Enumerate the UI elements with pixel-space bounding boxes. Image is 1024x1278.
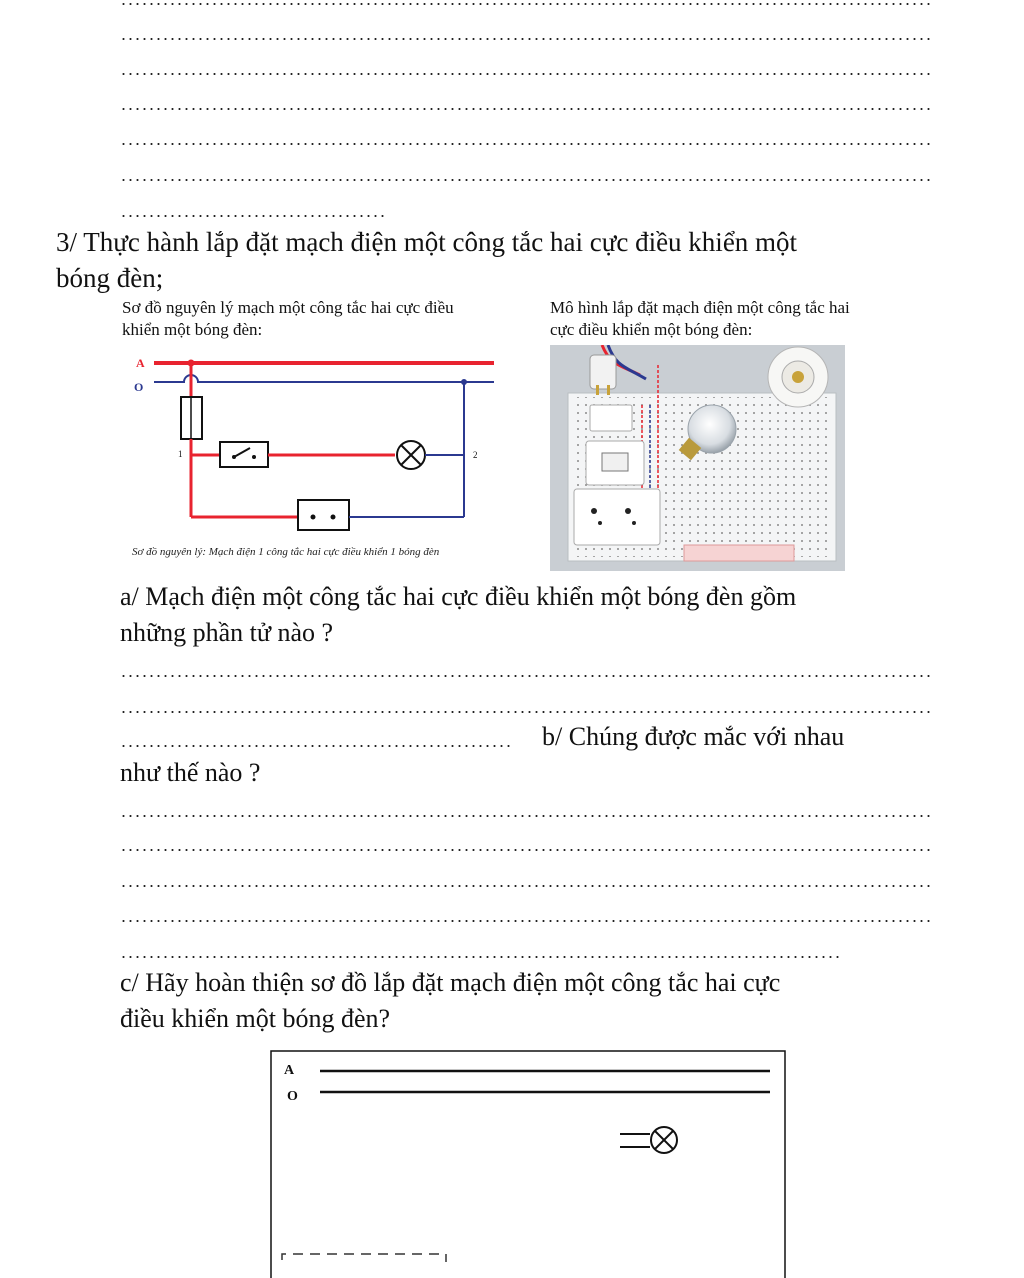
switch-symbol [220, 442, 268, 467]
schematic-heading-line-1: Sơ đồ nguyên lý mạch một công tắc hai cực điều [122, 298, 454, 317]
answer-line [120, 814, 932, 818]
answer-line [120, 744, 510, 748]
node-1: 1 [178, 449, 183, 459]
question-b-line-2: như thế nào ? [120, 758, 261, 787]
answer-line [120, 214, 388, 218]
model-heading-line-2: cực điều khiển một bóng đèn: [550, 320, 753, 339]
model-photo [550, 345, 845, 571]
schematic-diagram [122, 345, 512, 570]
question-a-line-2: những phần tử nào ? [120, 618, 334, 647]
answer-line [120, 72, 932, 76]
section-title [56, 224, 797, 296]
schematic-heading-line-2: khiển một bóng đèn: [122, 320, 263, 339]
question-a [120, 579, 950, 651]
answer-line [120, 107, 932, 111]
answer-line [120, 37, 932, 41]
label-plate [684, 545, 794, 561]
question-c-line-1: c/ Hãy hoàn thiện sơ đồ lắp đặt mạch điện một công tắc hai cực [120, 968, 781, 997]
diagram-frame [271, 1051, 785, 1278]
question-a-line-1: a/ Mạch điện một công tắc hai cực điều khiển một bóng đèn gồm [120, 582, 797, 611]
section-title-line-2: bóng đèn; [56, 263, 164, 293]
question-c [120, 965, 950, 1037]
model-heading-line-1: Mô hình lắp đặt mạch điện một công tắc hai [550, 298, 850, 317]
completion-diagram [270, 1050, 790, 1278]
diagram-label-o: O [287, 1089, 298, 1104]
model-heading [550, 297, 930, 341]
answer-line [120, 2, 932, 6]
socket-symbol [298, 500, 349, 530]
question-b-line-1: b/ Chúng được mắc với nhau [542, 722, 845, 751]
socket-icon [574, 489, 660, 545]
label-a: A [136, 356, 145, 370]
schematic-caption: Sơ đồ nguyên lý: Mạch điện 1 công tắc hai cực điều khiển 1 bóng đèn [132, 546, 440, 558]
answer-line [120, 955, 840, 959]
answer-line [120, 884, 932, 888]
node-2: 2 [473, 450, 478, 460]
fuse-box-icon [590, 405, 632, 431]
answer-line [120, 178, 932, 182]
schematic-heading [122, 297, 532, 341]
answer-line [120, 848, 932, 852]
question-c-line-2: điều khiển một bóng đèn? [120, 1004, 391, 1033]
label-o: O [134, 380, 144, 394]
neutral-wire [154, 375, 494, 382]
answer-line [120, 674, 932, 678]
answer-line [120, 142, 932, 146]
answer-line [120, 919, 932, 923]
answer-line [120, 710, 932, 714]
section-title-line-1: 3/ Thực hành lắp đặt mạch điện một công tắc hai cực điều khiển một [56, 227, 798, 257]
diagram-label-a: A [284, 1063, 295, 1078]
plug-icon [590, 355, 616, 389]
